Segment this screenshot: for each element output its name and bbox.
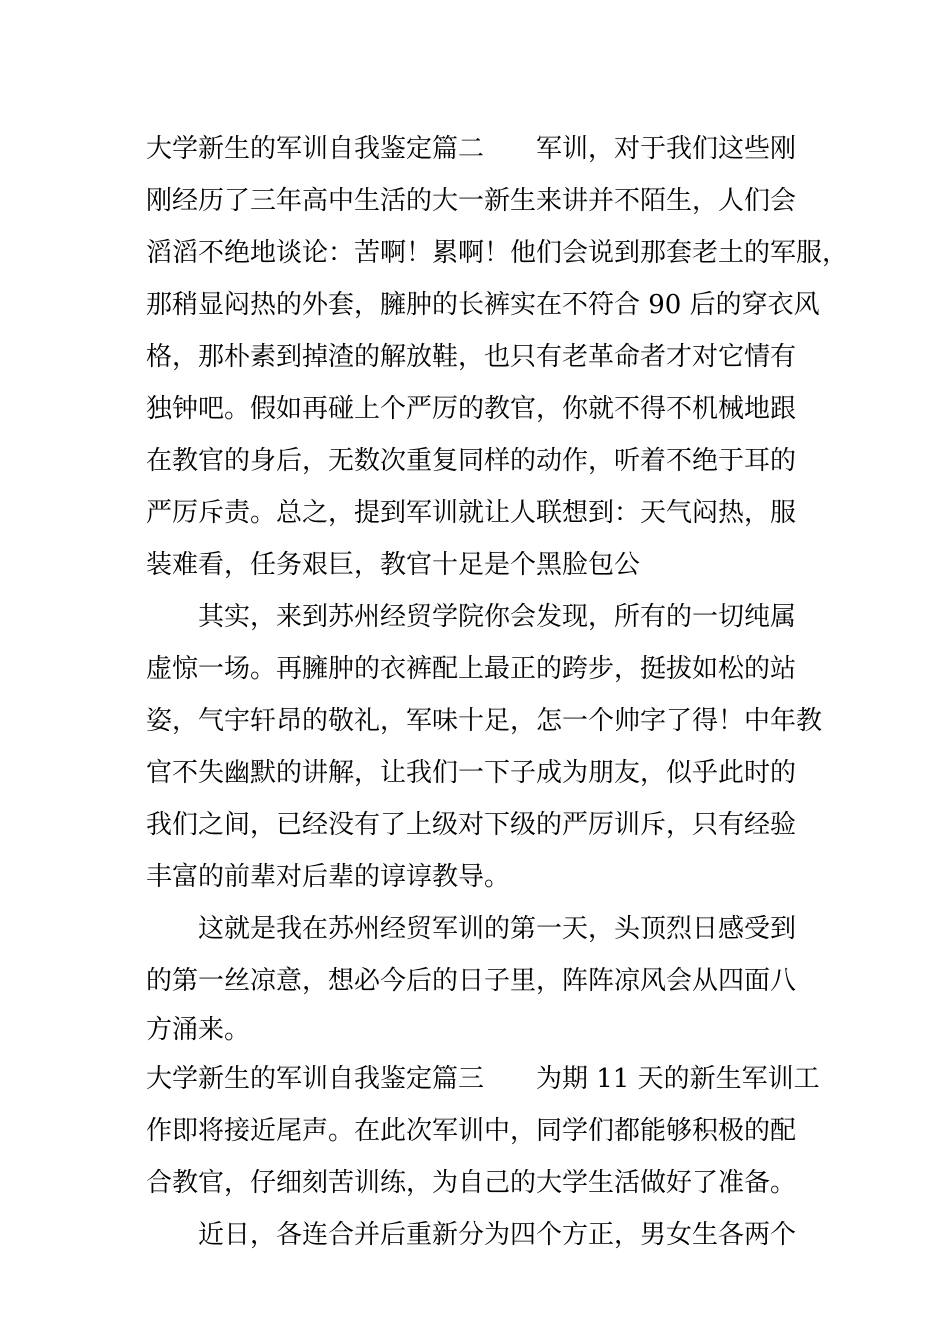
text-line: 刚经历了三年高中生活的大一新生来讲并不陌生，人们会 [146, 186, 797, 216]
text-line: 在教官的身后，无数次重复同样的动作，听着不绝于耳的 [146, 446, 797, 476]
text-line: 方涌来。 [146, 1015, 251, 1045]
text-line: 作即将接近尾声。在此次军训中，同学们都能够积极的配 [146, 1116, 797, 1146]
text-line: 合教官，仔细刻苦训练，为自己的大学生活做好了准备。 [146, 1168, 797, 1198]
section-heading-line: 大学新生的军训自我鉴定篇三 为期 11 天的新生军训工 [146, 1064, 820, 1094]
text-line: 姿，气宇轩昂的敬礼，军味十足，怎一个帅字了得！中年教 [146, 706, 823, 736]
text-line: 我们之间，已经没有了上级对下级的严厉训斥，只有经验 [146, 810, 797, 840]
text-line: 丰富的前辈对后辈的谆谆教导。 [146, 862, 511, 892]
text-line: 独钟吧。假如再碰上个严厉的教官，你就不得不机械地跟 [146, 394, 797, 424]
text-line: 那稍显闷热的外套，臃肿的长裤实在不符合 90 后的穿衣风 [146, 290, 820, 320]
text-line: 装难看，任务艰巨，教官十足是个黑脸包公 [146, 550, 641, 580]
text-line: 滔滔不绝地谈论：苦啊！累啊！他们会说到那套老土的军服， [146, 238, 849, 268]
text-line: 严厉斥责。总之，提到军训就让人联想到：天气闷热，服 [146, 498, 797, 528]
text-line: 这就是我在苏州经贸军训的第一天，头顶烈日感受到 [146, 914, 797, 944]
text-line: 格，那朴素到掉渣的解放鞋，也只有老革命者才对它情有 [146, 342, 797, 372]
text-line: 大学新生的军训自我鉴定篇二 军训，对于我们这些刚 [146, 134, 797, 164]
text-line: 官不失幽默的讲解，让我们一下子成为朋友，似乎此时的 [146, 758, 797, 788]
document-body [146, 123, 849, 1261]
text-line: 的第一丝凉意，想必今后的日子里，阵阵凉风会从四面八 [146, 966, 797, 996]
text-line: 虚惊一场。再臃肿的衣裤配上最正的跨步，挺拔如松的站 [146, 654, 797, 684]
text-line: 其实，来到苏州经贸学院你会发现，所有的一切纯属 [146, 602, 797, 632]
text-line: 近日，各连合并后重新分为四个方正，男女生各两个 [146, 1220, 797, 1250]
